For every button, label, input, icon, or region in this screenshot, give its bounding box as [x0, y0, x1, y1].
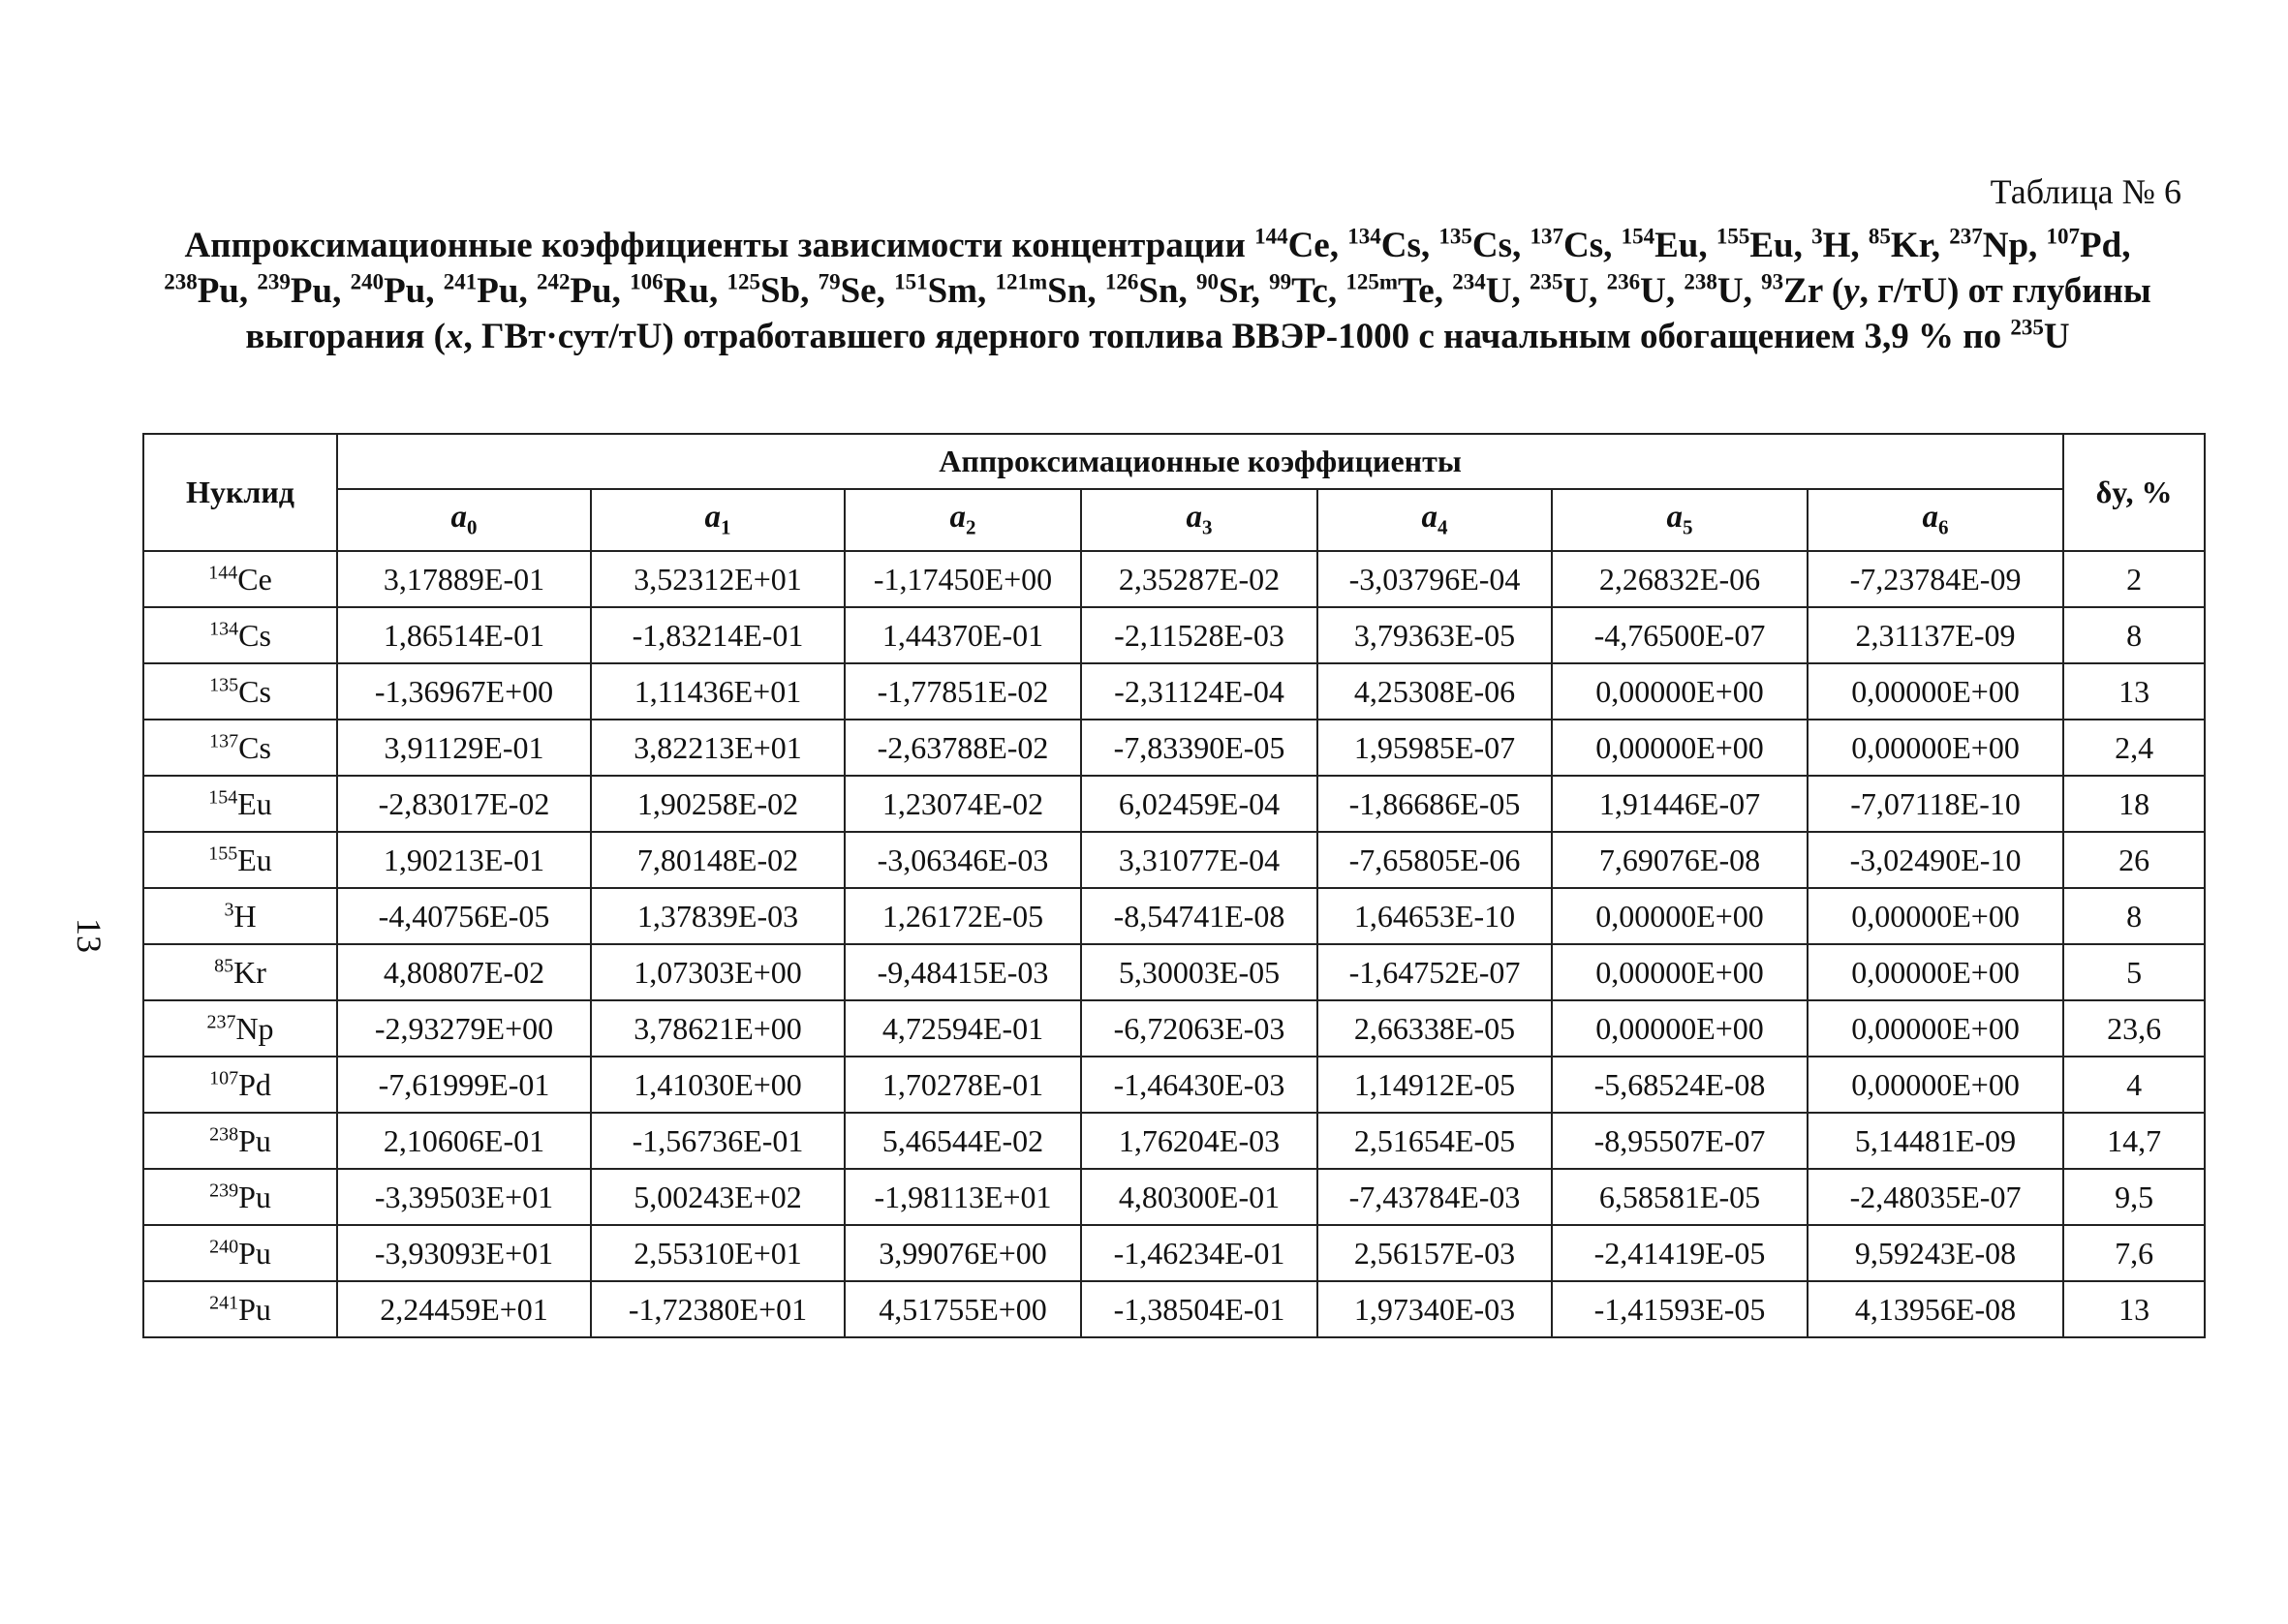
coefficient-index: 2: [966, 515, 976, 539]
caption-nuclide: [894, 271, 977, 311]
caption-enrich-symbol: U: [2043, 317, 2070, 356]
caption-nuclide: [351, 271, 426, 311]
coefficient-cell: -1,83214E-01: [591, 607, 845, 663]
caption-nuclide-mass: 93: [1761, 269, 1784, 294]
nuclide-cell: [143, 1169, 337, 1225]
caption-nuclide-symbol: Te: [1397, 271, 1435, 311]
coefficient-header: [1552, 489, 1808, 551]
coefficient-cell: 2,31137E-09: [1808, 607, 2063, 663]
coefficient-cell: 1,90213E-01: [337, 832, 591, 888]
caption-nuclide-symbol: U: [1562, 271, 1590, 311]
coefficient-cell: -7,65805E-06: [1317, 832, 1552, 888]
caption-nuclide-symbol: Se: [840, 271, 877, 311]
coefficient-cell: -7,23784E-09: [1808, 551, 2063, 607]
caption-nuclide-mass: 121m: [995, 269, 1048, 294]
coefficient-cell: 4,25308E-06: [1317, 663, 1552, 720]
caption-nuclide: [1622, 226, 1699, 265]
header-coefficients: Аппроксимационные коэффициенты: [337, 434, 2063, 489]
caption-nuclide: [1452, 271, 1511, 311]
caption-nuclide: [996, 271, 1088, 311]
nuclide-symbol: Np: [235, 1010, 274, 1046]
caption-nuclide-mass: 235: [1529, 269, 1563, 294]
coefficient-cell: 1,14912E-05: [1317, 1057, 1552, 1113]
caption-nuclide-symbol: Pu: [197, 271, 239, 311]
caption-nuclide: [1438, 226, 1512, 265]
nuclide-symbol: Ce: [237, 561, 272, 597]
coefficient-cell: 1,11436E+01: [591, 663, 845, 720]
nuclide-cell: [143, 1281, 337, 1337]
nuclide-symbol: H: [233, 898, 257, 934]
caption-nuclide-symbol: Pd: [2080, 226, 2122, 265]
coefficient-cell: 3,91129E-01: [337, 720, 591, 776]
coefficient-cell: 0,00000E+00: [1552, 944, 1808, 1000]
caption-nuclide-symbol: Cs: [1380, 226, 1421, 265]
coefficient-cell: 1,95985E-07: [1317, 720, 1552, 776]
caption-nuclide-mass: 154: [1621, 224, 1655, 249]
nuclide-cell: [143, 1000, 337, 1057]
coefficient-letter: a: [704, 500, 721, 536]
page-number: 13: [70, 918, 108, 953]
nuclide-mass: 134: [209, 617, 239, 639]
coefficient-cell: 5,00243E+02: [591, 1169, 845, 1225]
caption-nuclide-mass: 240: [350, 269, 385, 294]
caption-y-open: (: [1822, 271, 1844, 311]
coefficient-cell: -2,83017E-02: [337, 776, 591, 832]
caption-nuclide-symbol: Zr: [1783, 271, 1823, 311]
nuclide-cell: [143, 551, 337, 607]
coefficient-cell: 5,14481E-09: [1808, 1113, 2063, 1169]
table-row: [143, 944, 2205, 1000]
delta-cell: 8: [2063, 888, 2205, 944]
table-row: [143, 776, 2205, 832]
caption-nuclide: [1949, 226, 2028, 265]
nuclide-mass: 144: [208, 561, 238, 583]
delta-cell: 26: [2063, 832, 2205, 888]
caption-nuclide-mass: 135: [1438, 224, 1472, 249]
coefficient-cell: -9,48415E-03: [845, 944, 1081, 1000]
caption-nuclide: [1347, 226, 1421, 265]
coefficient-index: 4: [1438, 515, 1448, 539]
coefficient-cell: 3,78621E+00: [591, 1000, 845, 1057]
nuclide-symbol: Pd: [238, 1066, 271, 1102]
nuclide-cell: [143, 720, 337, 776]
caption-nuclide-symbol: Ce: [1287, 226, 1330, 265]
delta-cell: 7,6: [2063, 1225, 2205, 1281]
nuclide-symbol: Pu: [238, 1291, 271, 1327]
nuclide-cell: [143, 832, 337, 888]
coefficient-cell: 2,26832E-06: [1552, 551, 1808, 607]
caption-nuclide: [1684, 271, 1743, 311]
coefficients-table: [142, 433, 2206, 1338]
caption-nuclide-mass: 144: [1254, 224, 1288, 249]
coefficient-cell: -7,43784E-03: [1317, 1169, 1552, 1225]
table-label: Таблица № 6: [1990, 172, 2181, 211]
coefficient-cell: -1,64752E-07: [1317, 944, 1552, 1000]
coefficient-letter: a: [1421, 500, 1438, 536]
caption-nuclide-mass: 106: [630, 269, 664, 294]
caption-nuclide-mass: 134: [1347, 224, 1381, 249]
caption-y-var: y: [1843, 271, 1860, 311]
coefficient-header: [591, 489, 845, 551]
caption-nuclide-symbol: U: [1640, 271, 1666, 311]
coefficient-cell: 0,00000E+00: [1808, 944, 2063, 1000]
caption-nuclide: [257, 271, 332, 311]
nuclide-cell: [143, 607, 337, 663]
coefficient-cell: 2,35287E-02: [1081, 551, 1317, 607]
caption-nuclide-symbol: Eu: [1749, 226, 1794, 265]
nuclide-cell: [143, 944, 337, 1000]
header-delta: δy, %: [2063, 434, 2205, 551]
coefficient-cell: 0,00000E+00: [1808, 720, 2063, 776]
coefficient-cell: 7,80148E-02: [591, 832, 845, 888]
coefficient-index: 6: [1938, 515, 1949, 539]
coefficient-cell: -3,39503E+01: [337, 1169, 591, 1225]
table-row: [143, 720, 2205, 776]
coefficient-cell: -3,03796E-04: [1317, 551, 1552, 607]
nuclide-mass: 107: [209, 1066, 239, 1088]
coefficient-cell: 1,23074E-02: [845, 776, 1081, 832]
coefficient-cell: 2,55310E+01: [591, 1225, 845, 1281]
nuclide-symbol: Eu: [237, 785, 272, 821]
table-row: [143, 832, 2205, 888]
coefficient-cell: -7,07118E-10: [1808, 776, 2063, 832]
caption-nuclide: [1761, 271, 1822, 311]
nuclide-symbol: Cs: [238, 729, 271, 765]
caption-nuclide-symbol: Kr: [1890, 226, 1932, 265]
nuclide-mass: 241: [209, 1291, 239, 1313]
coefficient-cell: -8,54741E-08: [1081, 888, 1317, 944]
caption-nuclide: [1811, 226, 1850, 265]
coefficient-cell: 5,30003E-05: [1081, 944, 1317, 1000]
delta-cell: 5: [2063, 944, 2205, 1000]
caption-nuclide: [164, 271, 239, 311]
coefficient-cell: 1,90258E-02: [591, 776, 845, 832]
caption-nuclide: [1254, 226, 1330, 265]
caption-nuclide-symbol: Cs: [1471, 226, 1512, 265]
coefficient-cell: -2,11528E-03: [1081, 607, 1317, 663]
table-row: [143, 1057, 2205, 1113]
caption-nuclide: [1530, 226, 1603, 265]
table-caption: [145, 223, 2170, 359]
coefficient-cell: 1,37839E-03: [591, 888, 845, 944]
table-row: [143, 663, 2205, 720]
coefficient-cell: -4,40756E-05: [337, 888, 591, 944]
caption-nuclide-mass: 236: [1606, 269, 1641, 294]
caption-nuclide: [1607, 271, 1666, 311]
caption-nuclide: [819, 271, 877, 311]
coefficient-cell: 4,72594E-01: [845, 1000, 1081, 1057]
coefficient-cell: -2,63788E-02: [845, 720, 1081, 776]
delta-cell: 4: [2063, 1057, 2205, 1113]
coefficient-cell: 3,17889E-01: [337, 551, 591, 607]
caption-nuclide-mass: 234: [1452, 269, 1486, 294]
coefficient-cell: -3,93093E+01: [337, 1225, 591, 1281]
coefficient-cell: -1,72380E+01: [591, 1281, 845, 1337]
caption-nuclide-symbol: Sn: [1047, 271, 1088, 311]
coefficient-cell: 2,24459E+01: [337, 1281, 591, 1337]
coefficient-index: 3: [1202, 515, 1213, 539]
table-row: [143, 607, 2205, 663]
nuclide-symbol: Cs: [238, 617, 271, 653]
coefficient-letter: a: [1666, 500, 1683, 536]
caption-nuclide-symbol: U: [1716, 271, 1744, 311]
caption-x-var: x: [445, 317, 464, 356]
delta-cell: 14,7: [2063, 1113, 2205, 1169]
caption-nuclide: [1105, 271, 1179, 311]
caption-nuclide: [1196, 271, 1252, 311]
caption-nuclide-symbol: Pu: [570, 271, 612, 311]
coefficient-letter: a: [1922, 500, 1939, 536]
caption-nuclide-mass: 90: [1195, 269, 1219, 294]
caption-nuclide-symbol: Ru: [663, 271, 709, 311]
table-row: [143, 1000, 2205, 1057]
caption-nuclide-mass: 126: [1104, 269, 1139, 294]
delta-cell: 23,6: [2063, 1000, 2205, 1057]
coefficient-cell: 3,31077E-04: [1081, 832, 1317, 888]
coefficient-cell: 0,00000E+00: [1808, 888, 2063, 944]
coefficient-cell: 4,13956E-08: [1808, 1281, 2063, 1337]
coefficient-header: [1808, 489, 2063, 551]
nuclide-symbol: Pu: [238, 1235, 271, 1271]
nuclide-mass: 155: [208, 842, 238, 864]
table-row: [143, 551, 2205, 607]
caption-nuclide-mass: 238: [164, 269, 198, 294]
caption-nuclide-mass: 3: [1811, 224, 1823, 249]
coefficient-cell: 2,56157E-03: [1317, 1225, 1552, 1281]
coefficient-cell: 2,51654E-05: [1317, 1113, 1552, 1169]
caption-nuclide-mass: 239: [257, 269, 291, 294]
caption-mid: от глубины выгорания (: [245, 271, 2151, 356]
coefficient-cell: -1,98113E+01: [845, 1169, 1081, 1225]
nuclide-mass: 85: [214, 954, 234, 976]
coefficient-cell: -8,95507E-07: [1552, 1113, 1808, 1169]
caption-nuclide-symbol: Sm: [927, 271, 977, 311]
coefficient-cell: -1,17450E+00: [845, 551, 1081, 607]
coefficient-cell: 7,69076E-08: [1552, 832, 1808, 888]
caption-nuclide-mass: 85: [1868, 224, 1891, 249]
coefficient-cell: 1,91446E-07: [1552, 776, 1808, 832]
nuclide-mass: 137: [209, 729, 239, 751]
coefficient-cell: -7,83390E-05: [1081, 720, 1317, 776]
caption-nuclide-symbol: Pu: [477, 271, 519, 311]
caption-y-units: , г/тU): [1859, 271, 1960, 311]
coefficient-cell: 1,86514E-01: [337, 607, 591, 663]
caption-nuclide-mass: 99: [1269, 269, 1292, 294]
nuclide-symbol: Pu: [238, 1122, 271, 1158]
delta-cell: 2,4: [2063, 720, 2205, 776]
coefficient-cell: 6,02459E-04: [1081, 776, 1317, 832]
caption-nuclide-symbol: Sr: [1218, 271, 1252, 311]
coefficient-cell: 9,59243E-08: [1808, 1225, 2063, 1281]
coefficient-cell: -1,41593E-05: [1552, 1281, 1808, 1337]
delta-cell: 13: [2063, 663, 2205, 720]
nuclide-mass: 239: [209, 1179, 239, 1201]
header-nuclide: Нуклид: [143, 434, 337, 551]
coefficient-cell: 0,00000E+00: [1808, 1057, 2063, 1113]
coefficient-cell: -4,76500E-07: [1552, 607, 1808, 663]
caption-nuclide-mass: 241: [443, 269, 478, 294]
caption-nuclide: [1530, 271, 1589, 311]
coefficient-header: [1081, 489, 1317, 551]
coefficient-cell: -1,36967E+00: [337, 663, 591, 720]
caption-nuclide-mass: 79: [818, 269, 841, 294]
caption-nuclide-symbol: Eu: [1654, 226, 1699, 265]
coefficient-cell: 1,64653E-10: [1317, 888, 1552, 944]
coefficient-letter: a: [450, 500, 467, 536]
coefficient-header: [1317, 489, 1552, 551]
coefficient-cell: -1,46430E-03: [1081, 1057, 1317, 1113]
coefficient-cell: 4,80300E-01: [1081, 1169, 1317, 1225]
caption-nuclide: [1716, 226, 1794, 265]
coefficient-index: 0: [467, 515, 478, 539]
coefficient-cell: 4,80807E-02: [337, 944, 591, 1000]
caption-nuclide: [444, 271, 519, 311]
caption-nuclide: [1269, 271, 1328, 311]
caption-nuclide-symbol: Cs: [1562, 226, 1604, 265]
caption-nuclide-symbol: Pu: [290, 271, 333, 311]
table-row: [143, 1281, 2205, 1337]
delta-cell: 9,5: [2063, 1169, 2205, 1225]
caption-nuclide-mass: 125: [727, 269, 760, 294]
table-row: [143, 1113, 2205, 1169]
caption-nuclide-symbol: Sn: [1138, 271, 1179, 311]
coefficient-cell: 5,46544E-02: [845, 1113, 1081, 1169]
coefficient-cell: -6,72063E-03: [1081, 1000, 1317, 1057]
coefficient-cell: 3,79363E-05: [1317, 607, 1552, 663]
coefficient-cell: -2,93279E+00: [337, 1000, 591, 1057]
caption-nuclide-mass: 242: [536, 269, 571, 294]
nuclide-symbol: Cs: [238, 673, 271, 709]
caption-nuclide-list: $^{144}$Ce, $^{134}$Cs, $^{135}$Cs, $^{137}$Cs, $^{154}$Eu, $^{155}$Eu, $^3$H, $^{85}$Kr, $^{237}$Np, $^{107}$Pd, $^{238}$Pu, $^{239}$Pu, $^{240}$Pu, $^{241}$Pu, $^{242}$Pu, $^{106}$Ru, $^{125}$Sb, $^{79}$Se, $^{151}$Sm, $^{121m}$Sn, $^{126}$Sn, $^{90}$Sr, $^{99}$Tc, $^{125m}$Te, $^{234}$U, $^{235}$U, $^{236}$U, $^{238}$U, $^{93}$Zr: [164, 224, 2131, 311]
caption-nuclide-mass: 238: [1684, 269, 1717, 294]
caption-enrich-mass: 235: [2010, 315, 2044, 340]
nuclide-cell: [143, 1113, 337, 1169]
nuclide-symbol: Kr: [233, 954, 266, 990]
coefficient-cell: -3,06346E-03: [845, 832, 1081, 888]
coefficient-cell: 6,58581E-05: [1552, 1169, 1808, 1225]
caption-nuclide: [2047, 226, 2122, 265]
coefficient-cell: 0,00000E+00: [1552, 663, 1808, 720]
caption-nuclide-symbol: Pu: [384, 271, 426, 311]
caption-nuclide-mass: 151: [894, 269, 928, 294]
caption-nuclide-mass: 237: [1949, 224, 1983, 249]
table-row: [143, 1169, 2205, 1225]
coefficient-cell: -5,68524E-08: [1552, 1057, 1808, 1113]
caption-nuclide: [727, 271, 800, 311]
caption-nuclide-symbol: Tc: [1291, 271, 1328, 311]
delta-cell: 8: [2063, 607, 2205, 663]
table-row: [143, 888, 2205, 944]
caption-tail: отработавшего ядерного топлива ВВЭР-1000 с начальным обогащением 3,9 % по: [673, 317, 2011, 356]
coefficient-cell: -2,48035E-07: [1808, 1169, 2063, 1225]
coefficient-cell: -2,41419E-05: [1552, 1225, 1808, 1281]
coefficient-cell: 0,00000E+00: [1808, 1000, 2063, 1057]
delta-cell: 2: [2063, 551, 2205, 607]
coefficient-cell: 1,26172E-05: [845, 888, 1081, 944]
caption-nuclide-symbol: Np: [1982, 226, 2029, 265]
nuclide-mass: 154: [208, 785, 238, 808]
coefficient-cell: 0,00000E+00: [1552, 888, 1808, 944]
coefficient-cell: 3,99076E+00: [845, 1225, 1081, 1281]
nuclide-cell: [143, 1225, 337, 1281]
coefficient-cell: 1,41030E+00: [591, 1057, 845, 1113]
coefficient-letter: a: [949, 500, 966, 536]
coefficient-cell: 1,70278E-01: [845, 1057, 1081, 1113]
coefficient-cell: -7,61999E-01: [337, 1057, 591, 1113]
coefficient-header: [845, 489, 1081, 551]
coefficient-cell: 1,97340E-03: [1317, 1281, 1552, 1337]
coefficient-cell: 1,76204E-03: [1081, 1113, 1317, 1169]
nuclide-symbol: Eu: [237, 842, 272, 877]
caption-enrich-nuclide: [2010, 317, 2069, 356]
nuclide-cell: [143, 1057, 337, 1113]
coefficient-cell: -1,56736E-01: [591, 1113, 845, 1169]
delta-cell: 13: [2063, 1281, 2205, 1337]
coefficient-index: 5: [1683, 515, 1693, 539]
caption-nuclide: [1869, 226, 1932, 265]
caption-nuclide: [537, 271, 612, 311]
nuclide-mass: 238: [209, 1122, 239, 1145]
coefficient-cell: -3,02490E-10: [1808, 832, 2063, 888]
coefficient-header-row: [143, 489, 2205, 551]
caption-prefix: Аппроксимационные коэффициенты зависимости концентрации: [184, 226, 1246, 265]
caption-nuclide-mass: 137: [1530, 224, 1563, 249]
coefficient-cell: 3,82213E+01: [591, 720, 845, 776]
nuclide-mass: 3: [224, 898, 234, 920]
coefficient-cell: -1,77851E-02: [845, 663, 1081, 720]
table-row: [143, 1225, 2205, 1281]
table-body: [143, 551, 2205, 1337]
coefficient-cell: 0,00000E+00: [1552, 720, 1808, 776]
delta-cell: 18: [2063, 776, 2205, 832]
caption-nuclide: [1345, 271, 1434, 311]
nuclide-cell: [143, 888, 337, 944]
coefficient-index: 1: [721, 515, 731, 539]
coefficient-cell: 1,44370E-01: [845, 607, 1081, 663]
nuclide-symbol: Pu: [238, 1179, 271, 1214]
coefficient-cell: -1,38504E-01: [1081, 1281, 1317, 1337]
caption-nuclide-mass: 155: [1716, 224, 1750, 249]
caption-nuclide: [630, 271, 709, 311]
coefficient-cell: -1,86686E-05: [1317, 776, 1552, 832]
coefficient-cell: 3,52312E+01: [591, 551, 845, 607]
caption-nuclide-symbol: H: [1822, 226, 1851, 265]
coefficient-header: [337, 489, 591, 551]
coefficient-cell: -1,46234E-01: [1081, 1225, 1317, 1281]
caption-nuclide-mass: 107: [2046, 224, 2081, 249]
coefficient-cell: 4,51755E+00: [845, 1281, 1081, 1337]
nuclide-mass: 240: [209, 1235, 239, 1257]
nuclide-mass: 237: [206, 1010, 236, 1032]
coefficient-cell: 0,00000E+00: [1552, 1000, 1808, 1057]
coefficient-cell: 1,07303E+00: [591, 944, 845, 1000]
caption-x-units: , ГВт·сут/тU): [463, 317, 674, 356]
caption-nuclide-symbol: Sb: [759, 271, 801, 311]
coefficient-cell: 0,00000E+00: [1808, 663, 2063, 720]
nuclide-mass: 135: [209, 673, 239, 695]
coefficient-cell: -2,31124E-04: [1081, 663, 1317, 720]
nuclide-cell: [143, 776, 337, 832]
caption-nuclide-mass: 125m: [1345, 269, 1398, 294]
caption-nuclide-symbol: U: [1485, 271, 1512, 311]
coefficient-letter: a: [1186, 500, 1202, 536]
coefficient-cell: 2,66338E-05: [1317, 1000, 1552, 1057]
coefficient-cell: 2,10606E-01: [337, 1113, 591, 1169]
nuclide-cell: [143, 663, 337, 720]
